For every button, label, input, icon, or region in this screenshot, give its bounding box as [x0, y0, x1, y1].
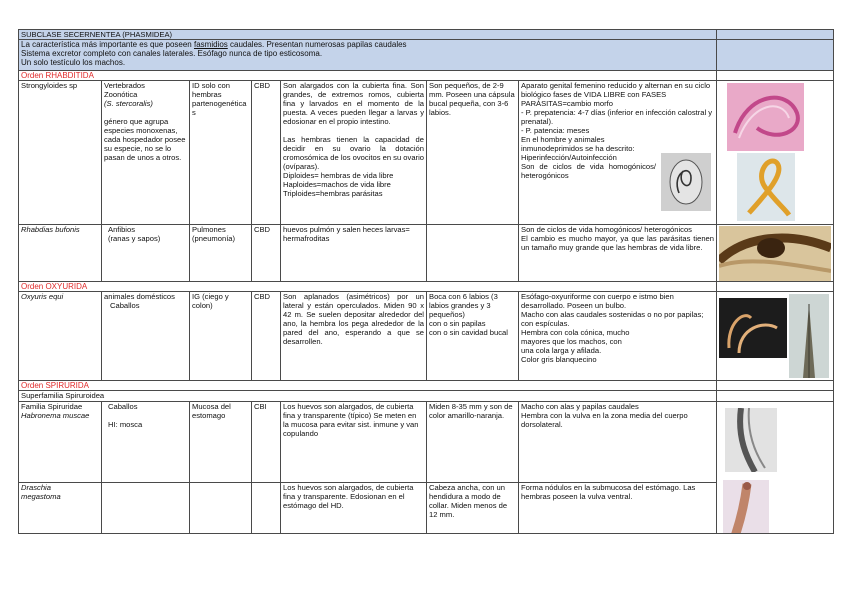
spacer: [108, 411, 187, 420]
host-draschia[interactable]: [102, 483, 190, 534]
note-line: Hembra con cola cónica, mucho mayores que los machos, con una cola larga y afilada.: [521, 328, 630, 355]
host-line: (S. stercoralis): [104, 99, 153, 108]
note-line: El cambio es mucho mayor, ya que las parásitas tienen un tamaño muy grande que las hembras de vida libre.: [521, 234, 714, 252]
images-habronema[interactable]: [717, 402, 834, 534]
superfamily-label[interactable]: Superfamilia Spiruroidea: [19, 391, 717, 402]
order-spirurida[interactable]: Orden SPIRURIDA: [19, 381, 717, 391]
adult-worm-micrograph: [737, 153, 795, 221]
notes-draschia[interactable]: Forma nódulos en la submucosa del estómago. Las hembras poseen la vulva ventral.: [519, 483, 717, 534]
location-draschia[interactable]: [190, 483, 252, 534]
mouth-rhabdias[interactable]: [427, 225, 519, 282]
location-line: Pulmones: [192, 225, 226, 234]
host-line: Zoonótica: [104, 90, 138, 99]
species-name: megastoma: [21, 492, 61, 501]
host-habronema[interactable]: [102, 402, 190, 483]
intro-line1b: caudales. Presentan numerosas papilas caudales: [227, 40, 407, 49]
row-rhabdias: [19, 225, 834, 282]
mouth-line: con o sin cavidad bucal: [429, 328, 508, 337]
desc-line: Haploides=machos de vida libre: [283, 180, 391, 189]
egg-larva-micrograph: [661, 153, 711, 211]
mouth-line: Boca con 6 labios (3 labios grandes y 3 pequeños): [429, 292, 498, 319]
note-line: - P. prepatencia: 4-7 días (inferior en infección calostral y prenatal).: [521, 108, 713, 126]
code-strongyloides[interactable]: CBD: [252, 81, 281, 225]
note-line: Son de ciclos de vida homogónicos/ heterogónicos: [521, 162, 656, 180]
notes-habronema[interactable]: [519, 402, 717, 483]
species-rhabdias[interactable]: Rhabdias bufonis: [19, 225, 102, 282]
superfamily-row: [19, 391, 834, 402]
note-line: Color gris blanquecino: [521, 355, 597, 364]
desc-habronema[interactable]: Los huevos son alargados, de cubierta fina y transparente (típico) Se meten en la mucosa para evitar sist. inmune y van copulando: [281, 402, 427, 483]
row-draschia: [19, 483, 834, 534]
host-line: HI: mosca: [108, 420, 143, 429]
host-line: Caballos: [108, 402, 138, 411]
intro-cell[interactable]: [19, 40, 717, 71]
species-name: Draschia: [21, 483, 51, 492]
desc-line: Son alargados con la cubierta fina. Son grandes, de extremos romos, cubierta fina y larvados en el momento de la puesta. A veces pueden llegar a larvas y edosionar en el propio intestino.: [283, 81, 424, 126]
location-oxyuris[interactable]: IG (ciego y colon): [190, 292, 252, 381]
note-line: - P. patencia: meses: [521, 126, 590, 135]
desc-strongyloides[interactable]: [281, 81, 427, 225]
code-rhabdias[interactable]: CBD: [252, 225, 281, 282]
host-line: Caballos: [110, 301, 140, 310]
spacer: [283, 126, 424, 135]
location-habronema[interactable]: Mucosa del estomago: [190, 402, 252, 483]
desc-oxyuris[interactable]: Son aplanados (asimétricos) por un lateral y están operculados. Miden 90 x 42 m. Se suelen depositar alrededor del ano, la hembra los pega alrededor de la pared del ano, esperando a que se desarrollen.: [281, 292, 427, 381]
notes-oxyuris[interactable]: [519, 292, 717, 381]
desc-line: Las hembras tienen la capacidad de decidir en su ovario la dotación cromosómica de los ovocitos en su ovario (ovíparas).: [283, 135, 424, 171]
mouth-oxyuris[interactable]: [427, 292, 519, 381]
intro-line2: Sistema excretor completo con canales laterales. Esófago nunca de tipo esticosoma.: [21, 49, 323, 58]
host-line: género que agrupa especies monoxenas, cada hospedador posee su especie, no se lo pasan de unos a otros.: [104, 117, 186, 162]
row-strongyloides: [19, 81, 834, 225]
note-line: Hiperinfección/Autoinfección: [521, 153, 617, 162]
note-line: Aparato genital femenino reducido y alternan en su ciclo biológico fases de VIDA LIBRE con FASES PARÁSITAS=cambio morfo: [521, 81, 711, 108]
family-name: Familia Spiruridae: [21, 402, 83, 411]
order-row-spirurida: [19, 381, 834, 391]
host-line: Vertebrados: [104, 81, 145, 90]
desc-line: Triploides=hembras parásitas: [283, 189, 383, 198]
note-line: Macho con alas caudales sostenidas o no por papilas; con espículas.: [521, 310, 704, 328]
order-row-rhabditida: [19, 71, 834, 81]
intro-line1a: La característica más importante es que poseen: [21, 40, 194, 49]
desc-rhabdias[interactable]: huevos pulmón y salen heces larvas= hermafroditas: [281, 225, 427, 282]
larva-pink-micrograph: [727, 83, 804, 151]
intro-image-cell[interactable]: [717, 40, 834, 71]
head-micrograph: [789, 294, 829, 378]
note-line: Son de ciclos de vida homogónicos/ heterogónicos: [521, 225, 692, 234]
row-habronema: [19, 402, 834, 483]
host-rhabdias[interactable]: [102, 225, 190, 282]
host-strongyloides[interactable]: [102, 81, 190, 225]
adult-worms-photo: [719, 298, 787, 358]
note-line: En el hombre y animales inmunodeprimidos se ha descrito:: [521, 135, 635, 153]
notes-strongyloides[interactable]: [519, 81, 717, 225]
images-rhabdias[interactable]: [717, 225, 834, 282]
superfamily-empty-cell[interactable]: [717, 391, 834, 402]
mouth-line: con o sin papilas: [429, 319, 486, 328]
species-oxyuris[interactable]: Oxyuris equi: [19, 292, 102, 381]
order-empty-cell[interactable]: [717, 282, 834, 292]
study-table: [18, 29, 833, 534]
species-habronema[interactable]: [19, 402, 102, 483]
species-draschia[interactable]: [19, 483, 102, 534]
location-line: (pneumonía): [192, 234, 236, 243]
title-image-cell[interactable]: [717, 30, 834, 40]
mouth-habronema[interactable]: Miden 8-35 mm y son de color amarillo-naranja.: [427, 402, 519, 483]
order-empty-cell[interactable]: [717, 71, 834, 81]
intro-line3: Un solo testículo los machos.: [21, 58, 126, 67]
notes-rhabdias[interactable]: [519, 225, 717, 282]
species-strongyloides[interactable]: Strongyloides sp: [19, 81, 102, 225]
desc-draschia[interactable]: Los huevos son alargados, de cubierta fina y transparente. Edosionan en el estómago del HD.: [281, 483, 427, 534]
desc-line: Diploides= hembras de vida libre: [283, 171, 394, 180]
head-micrograph: [719, 226, 831, 281]
spacer: [104, 108, 187, 117]
order-empty-cell[interactable]: [717, 381, 834, 391]
head-stained-micrograph: [723, 480, 769, 534]
host-line: (ranas y sapos): [108, 234, 161, 243]
title-row: [19, 30, 834, 40]
host-line: animales domésticos: [104, 292, 175, 301]
note-line: Esófago-oxyuriforme con cuerpo e istmo bien desarrollado. Poseen un bulbo.: [521, 292, 674, 310]
note-line: Hembra con la vulva en la zona media del cuerpo dorsolateral.: [521, 411, 688, 429]
code-habronema[interactable]: CBI: [252, 402, 281, 483]
tail-micrograph: [725, 408, 777, 472]
mouth-strongyloides[interactable]: Son pequeños, de 2-9 mm. Poseen una cápsula bucal pequeña, con 3-6 labios.: [427, 81, 519, 225]
host-oxyuris[interactable]: [102, 292, 190, 381]
location-strongyloides[interactable]: ID solo con hembras partenogenéticas: [190, 81, 252, 225]
row-oxyuris: [19, 292, 834, 381]
species-name: Habronema muscae: [21, 411, 90, 420]
code-draschia[interactable]: [252, 483, 281, 534]
order-row-oxyurida: [19, 282, 834, 292]
code-oxyuris[interactable]: CBD: [252, 292, 281, 381]
order-oxyurida[interactable]: Orden OXYURIDA: [19, 282, 717, 292]
mouth-draschia[interactable]: Cabeza ancha, con un hendidura a modo de collar. Miden menos de 12 mm.: [427, 483, 519, 534]
images-oxyuris[interactable]: [717, 292, 834, 381]
location-rhabdias[interactable]: [190, 225, 252, 282]
intro-term: fasmidios: [193, 40, 228, 49]
images-strongyloides[interactable]: [717, 81, 834, 225]
table-title[interactable]: SUBCLASE SECERNENTEA (PHASMIDEA): [19, 30, 717, 40]
note-line: Macho con alas y papilas caudales: [521, 402, 639, 411]
intro-row: [19, 40, 834, 71]
order-rhabditida[interactable]: Orden RHABDITIDA: [19, 71, 717, 81]
host-line: Anfibios: [108, 225, 136, 234]
